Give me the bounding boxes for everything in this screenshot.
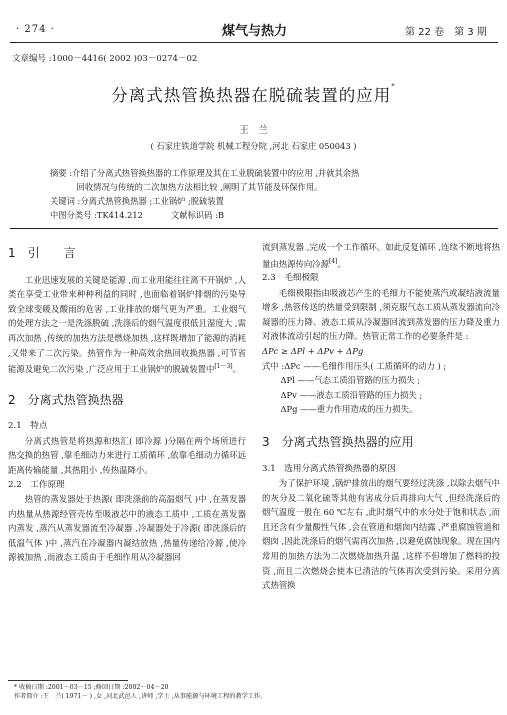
definition-1: ΔPc ——毛细作用压头( 工质循环的动力 ) ;: [284, 360, 447, 371]
continued-body: 流到蒸发器 ,完成一个工作循环。如此反复循环 ,连续不断地将热量由热源传向冷源: [262, 242, 500, 269]
footnote-rule: [8, 680, 128, 681]
clc-number: 中图分类号 :TK414.212: [50, 210, 143, 220]
left-column: [8, 240, 246, 565]
where-label: 式中 :: [262, 360, 285, 371]
keywords: 关键词 :分离式热管换热器 ;工业锅炉 ;脱硫装置: [50, 196, 224, 206]
title-footnote-mark: *: [391, 82, 396, 90]
section-3-heading: 3 分离式热管换热器的应用: [262, 434, 414, 449]
running-header: [0, 20, 507, 42]
issue-info: 第 22 卷 第 3 期: [405, 27, 487, 38]
definition-4: ΔPg ——重力作用造成的压力损失。: [280, 404, 418, 415]
footnote: [14, 684, 266, 701]
affiliation: ( 石家庄铁道学院 机械工程分院 ,河北 石家庄 050043 ): [150, 141, 357, 151]
ref-mark: [1～3]: [214, 363, 233, 371]
definition-2: ΔPl ——气态工质沿管路的压力损失 ;: [280, 375, 421, 386]
abstract-rule: [10, 228, 498, 229]
classification: [50, 208, 470, 222]
document-code: 文献标识码 :B: [170, 210, 224, 220]
title-text: 分离式热管换热器在脱硫装置的应用: [111, 86, 392, 105]
section-1-body: 工业迅速发展的关键是能源 ,而工业用能往往离不开锅炉 ,人类在享受工业带来种种利益的同时 ,也面临着锅炉排烟的污染导致全球变暖及酸雨的危害 ,工业排放的烟气更为严重。工业烟气的处理方法之一是洗涤脱硫 ,洗涤后的烟气温度很低且湿度大 ,需再次加热 ,传统的加热方法是燃烧加热 ,这样既增加了能源的消耗 ,又带来了二次污染。热管作为一种高效余热回收换热器 ,可节省能源及避免二次污染 ,广泛应用于工业锅炉的脱硫装置中: [8, 274, 246, 374]
author-bio: 作者简介 :王 兰( 1971－ ) ,女 ,河北武邑人 ,讲师 ,学士 ,从事能源与环境工程的教学工作。: [14, 692, 267, 700]
right-column: [262, 240, 500, 593]
section-3-1-heading: 3.1 选用分离式热管换热器的原因: [262, 463, 396, 474]
ref-mark: [4]: [329, 257, 338, 265]
section-1-end: 。: [232, 363, 242, 374]
page-number: · 274 ·: [16, 24, 55, 35]
formula: ΔPc ≥ ΔPl + ΔPv + ΔPg: [262, 345, 364, 356]
section-2-1-text: 分离式热管是将热源和热汇( 即冷源 )分隔在两个场所进行热交换的热管 ,靠毛细动力来进行工质循环 ,依靠毛细动力循环远距离传输能量 ,其热阻小 ,传热温降小。: [8, 435, 246, 475]
abstract-line-1: 摘要 :介绍了分离式热管换热器的工作原理及其在工业脱硫装置中的应用 ,并就其余热: [50, 168, 360, 178]
continued-end: 。: [337, 258, 346, 269]
abstract-block: [50, 166, 470, 222]
section-2-2-heading: 2.2 工作原理: [8, 479, 65, 490]
section-2-2-text: 热管的蒸发器处于热源( 即洗涤前的高温烟气 )中 ,在蒸发器内热量从热源经管壳传至吸液芯中的液态工质中 ,工质在蒸发器内蒸发 ,蒸汽从蒸发器流至冷凝器 ,冷凝器处于冷源( 即洗涤后的低温气体 )中 ,蒸汽在冷凝器内凝结放热 ,热量传递给冷源 ,使冷源被加热 ,而液态工质由于毛细作用从冷凝器回: [8, 494, 246, 563]
formula-definitions: [262, 359, 500, 417]
journal-name: 煤气与热力: [222, 24, 288, 39]
continued-text: [262, 240, 500, 271]
section-1-heading: 1 引 言: [8, 246, 76, 260]
section-3-1-text: 为了保护环境 ,锅炉排放出的烟气要经过洗涤 ,以除去烟气中的灰分及二氧化硫等其他有害成分后再排向大气 ,但经洗涤后的烟气温度一般在 60 ℃左右 ,此时烟气中的水分处于饱和状态 ,而且还含有少量酸性气体 ,会在管道和烟囱内结露 ,严重腐蚀管道和烟囱 ,因此洗涤后的烟气需再次加热 ,以避免腐蚀现象。现在国内常用的加热方法为二次燃烧加热升温 ,这样不但增加了燃料的投资 ,而且二次燃烧会使本已清洁的气体再次受到污染。采用分离式热管换: [262, 478, 500, 591]
author: 王 兰: [239, 125, 268, 136]
definition-3: ΔPv ——液态工质沿管路的压力损失 ;: [280, 389, 423, 400]
section-2-3-heading: 2.3 毛细极限: [262, 272, 319, 283]
article-number: 文章编号 :1000－4416( 2002 )03－0274－02: [12, 54, 198, 64]
section-2-3-text: 毛细极限指由吸液芯产生的毛细力不能使蒸汽或凝结液流量增多 ,热管传送的热量受到限制 ,须克服气态工质从蒸发器流向冷凝器的压力降、液态工质从冷凝器回流到蒸发器的压力降及重力对液体流动引起的压力降。热管正常工作的必要条件是 :: [262, 287, 500, 342]
section-2-heading: 2 分离式热管换热器: [8, 392, 124, 407]
received-date: * 收稿日期 :2001－03－15 ;修回日期 :2002－04－20: [14, 684, 169, 691]
header-rule: [10, 42, 498, 43]
section-1-text: [8, 273, 246, 377]
abstract-line-2: 回收情况与传统的二次加热方法相比较 ,阐明了其节能及环保作用。: [76, 182, 323, 192]
section-2-1-heading: 2.1 特点: [8, 421, 48, 432]
paper-title: [0, 82, 507, 106]
